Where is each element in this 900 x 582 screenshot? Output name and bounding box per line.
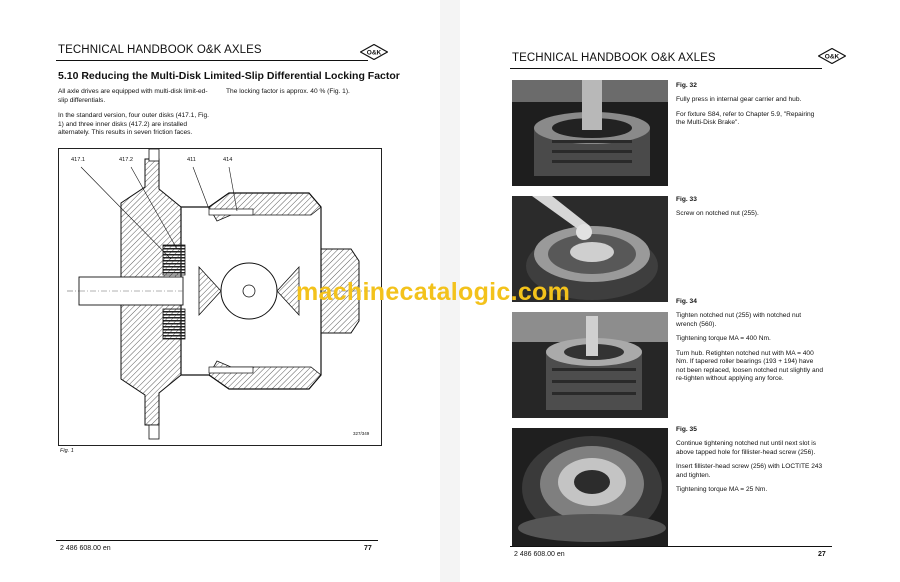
col2-para1: The locking factor is approx. 40 % (Fig. 1). (226, 88, 350, 95)
right-logo-text: O&K (824, 53, 840, 61)
fig-35-text (676, 440, 824, 501)
fig-32-text (676, 96, 824, 134)
photo-fig-34 (512, 312, 668, 418)
left-footer-rule (56, 540, 378, 541)
fig-34-label: Fig. 34 (676, 298, 697, 305)
photo-fig-32 (512, 80, 668, 186)
fig-32-label: Fig. 32 (676, 82, 697, 89)
callout-411: 411 (187, 157, 196, 163)
fig-32-para-2: For fixture S84, refer to Chapter 5.9, "Repairing the Multi-Disk Brake". (676, 110, 815, 126)
left-footer-doc-number: 2 486 608.00 en (60, 545, 111, 552)
callout-417-2: 417.2 (119, 157, 133, 163)
fig-32-para-1: Fully press in internal gear carrier and hub. (676, 96, 802, 103)
fig-34-para-3: Turn hub. Retighten notched nut with MA = 400 Nm. If tapered roller bearings (193 + 194) have not been replaced, loosen notched nut slightly and re-tighten without applying any force. (676, 349, 824, 382)
right-footer-doc-number: 2 486 608.00 en (514, 551, 565, 558)
fig-34-text (676, 312, 824, 390)
col1-para1: All axle drives are equipped with multi-disk limit-ed-slip differentials. (58, 88, 208, 104)
left-footer-page-number: 77 (364, 545, 372, 552)
right-header-rule (510, 68, 822, 69)
fig-35-para-1: Continue tightening notched nut until next slot is above tapped hole for fillister-head screw (256). (676, 440, 817, 456)
fig-35-para-3: Tightening torque MA = 25 Nm. (676, 486, 768, 493)
col1-para2: In the standard version, four outer disks (417.1, Fig. 1) and three inner disks (417.2) are installed alternately. This results in seven friction faces. (58, 112, 210, 136)
fig-33-text (676, 210, 824, 225)
ok-logo-icon (818, 48, 846, 64)
right-footer-page-number: 27 (818, 551, 826, 558)
drawing-id: 327/349 (353, 431, 370, 436)
fig-33-label: Fig. 33 (676, 196, 697, 203)
fig-34-para-1: Tighten notched nut (255) with notched nut wrench (560). (676, 312, 802, 328)
callout-417-1: 417.1 (71, 157, 85, 163)
fig-34-para-2: Tightening torque MA = 400 Nm. (676, 335, 771, 342)
right-footer-rule (510, 546, 832, 547)
right-header-title: TECHNICAL HANDBOOK O&K AXLES (512, 52, 716, 64)
ok-logo-icon (360, 44, 388, 60)
callout-414: 414 (223, 157, 233, 163)
fig-35-para-2: Insert fillister-head screw (256) with LOCTITE 243 and tighten. (676, 463, 823, 479)
section-title: 5.10 Reducing the Multi-Disk Limited-Slip Differential Locking Factor (58, 70, 400, 82)
photo-fig-35 (512, 428, 668, 546)
left-logo-text: O&K (366, 49, 382, 57)
figure-1-caption: Fig. 1 (60, 448, 74, 454)
fig-33-para-1: Screw on notched nut (255). (676, 210, 759, 217)
left-header-title: TECHNICAL HANDBOOK O&K AXLES (58, 44, 262, 56)
watermark: machinecatalogic.com (296, 278, 571, 306)
left-header-rule (56, 60, 368, 61)
fig-35-label: Fig. 35 (676, 426, 697, 433)
